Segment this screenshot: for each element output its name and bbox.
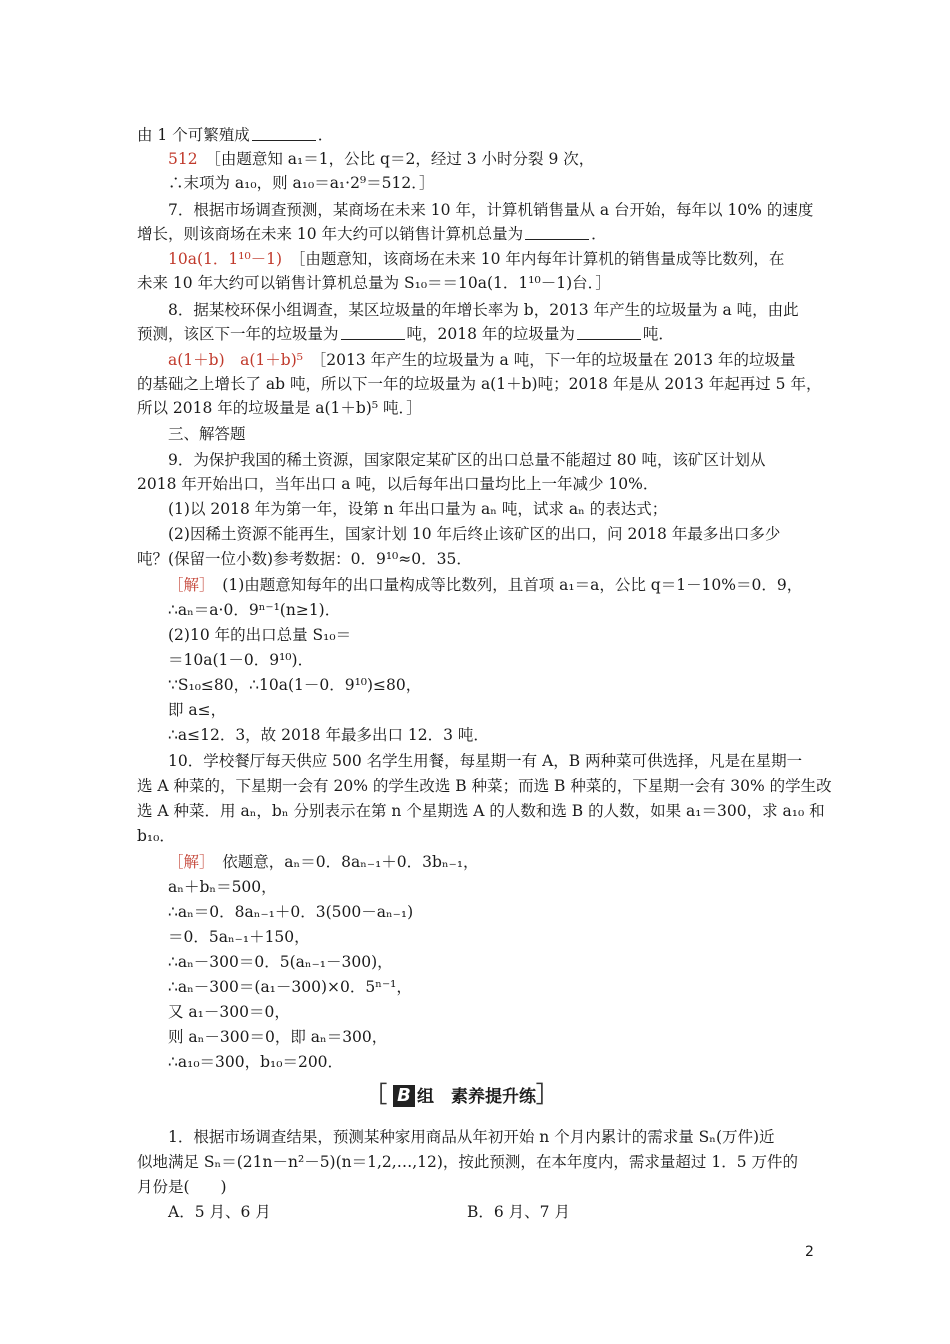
answer-blank — [525, 225, 589, 240]
text-line: 选 A 种菜．用 aₙ，bₙ 分别表示在第 n 个星期选 A 的人数和选 B 的人数，如果 a₁＝300，求 a₁₀ 和 — [137, 802, 825, 820]
heading-left-bracket: ［ — [365, 1083, 388, 1108]
text-line: 2018 年开始出口，当年出口 a 吨，以后每年出口量均比上一年减少 10%． — [137, 475, 659, 493]
text-line: ∴末项为 a₁₀，则 a₁₀＝a₁·2⁹＝512．］ — [168, 174, 435, 192]
text-line: ∴a₁₀＝300，b₁₀＝200． — [168, 1053, 344, 1071]
answer-blank — [252, 126, 316, 141]
text-line: ∴aₙ＝0．8aₙ₋₁＋0．3(500－aₙ₋₁) — [168, 903, 414, 921]
text-line: 吨？(保留一位小数)参考数据：0．9¹⁰≈0．35． — [137, 550, 472, 568]
text-line: ∴aₙ＝a·0．9ⁿ⁻¹(n≥1)． — [168, 601, 341, 619]
answer-value: a(1＋b) — [168, 351, 225, 369]
text-line: ＝10a(1－0．9¹⁰)． — [168, 651, 314, 669]
problem-7: 7．根据市场调查预测，某商场在未来 10 年，计算机销售量从 a 台开始，每年以 10% 的速度 — [168, 201, 814, 219]
text-line: ∴a≤12．3，故 2018 年最多出口 12．3 吨． — [168, 726, 489, 744]
option-b: B．6 月、7 月 — [467, 1203, 570, 1221]
text-line: 预测，该区下一年的垃圾量为 吨，2018 年的垃圾量为 吨． — [137, 325, 674, 343]
solution-label: ［解］ — [168, 576, 207, 594]
text-line: 即 a≤， — [168, 701, 227, 719]
answer-value: a(1＋b)⁵ — [240, 351, 303, 369]
text-line: ∵S₁₀≤80，∴10a(1－0．9¹⁰)≤80， — [168, 676, 422, 694]
text-line: (2)10 年的出口总量 S₁₀＝ — [168, 626, 352, 644]
answer-value: 512 — [168, 150, 198, 168]
text-line: 所以 2018 年的垃圾量是 a(1＋b)⁵ 吨．］ — [137, 399, 422, 417]
text-line: 增长，则该商场在未来 10 年大约可以销售计算机总量为 ． — [137, 225, 607, 243]
option-a: A．5 月、6 月 — [168, 1203, 271, 1221]
text-line: 又 a₁－300＝0， — [168, 1003, 290, 1021]
page-number: 2 — [805, 1244, 814, 1260]
text-line: (2)因稀土资源不能再生，国家计划 10 年后终止该矿区的出口，问 2018 年最多出口多少 — [168, 525, 781, 543]
answer-line: 512 ［由题意知 a₁＝1，公比 q＝2，经过 3 小时分裂 9 次， — [168, 150, 595, 168]
text-line: 的基础之上增长了 ab 吨，所以下一年的垃圾量为 a(1＋b)吨；2018 年是从 2013 年起再过 5 年， — [137, 375, 822, 393]
text-line: 由 1 个可繁殖成 ． — [137, 126, 334, 144]
answer-line: 10a(1．1¹⁰－1) ［由题意知，该商场在未来 10 年内每年计算机的销售量成等比数列，在 — [168, 250, 785, 268]
text-line: 未来 10 年大约可以销售计算机总量为 S₁₀＝＝10a(1．1¹⁰－1)台．］ — [137, 274, 611, 292]
section-title: 三、解答题 — [168, 425, 246, 443]
text-line: ＝0．5aₙ₋₁＋150， — [168, 928, 310, 946]
text-line: 似地满足 Sₙ＝(21n－n²－5)(n＝1,2,…,12)，按此预测，在本年度内，需求量超过 1．5 万件的 — [137, 1153, 798, 1171]
text-line: b₁₀． — [137, 827, 175, 845]
text-line: 选 A 种菜的，下星期一会有 20% 的学生改选 B 种菜；而选 B 种菜的，下星期一会有 30% 的学生改 — [137, 777, 832, 795]
answer-blank — [577, 325, 641, 340]
group-badge: B — [393, 1085, 415, 1107]
text-line: aₙ＋bₙ＝500， — [168, 878, 277, 896]
solution-line: ［解］ 依题意，aₙ＝0．8aₙ₋₁＋0．3bₙ₋₁， — [168, 853, 479, 871]
text-line: ∴aₙ－300＝0．5(aₙ₋₁－300)， — [168, 953, 393, 971]
solution-line: ［解］ (1)由题意知每年的出口量构成等比数列，且首项 a₁＝a，公比 q＝1－10%＝0．9， — [168, 576, 803, 594]
answer-blank — [341, 325, 405, 340]
problem-b1: 1．根据市场调查结果，预测某种家用商品从年初开始 n 个月内累计的需求量 Sₙ(万件)近 — [168, 1128, 775, 1146]
section-heading-b — [365, 1081, 605, 1111]
problem-10: 10．学校餐厅每天供应 500 名学生用餐，每星期一有 A，B 两种菜可供选择，凡是在星期一 — [168, 752, 803, 770]
heading-text: 组 素养提升练 — [417, 1087, 537, 1107]
answer-value: 10a(1．1¹⁰－1) — [168, 250, 283, 268]
text-line: 月份是( ) — [137, 1178, 227, 1196]
answer-line: a(1＋b) a(1＋b)⁵ ［2013 年产生的垃圾量为 a 吨，下一年的垃圾量在 2013 年的垃圾量 — [168, 351, 796, 369]
text-line: (1)以 2018 年为第一年，设第 n 年出口量为 aₙ 吨，试求 aₙ 的表达式； — [168, 500, 668, 518]
text-line: 则 aₙ－300＝0，即 aₙ＝300， — [168, 1028, 388, 1046]
text-line: ∴aₙ－300＝(a₁－300)×0．5ⁿ⁻¹， — [168, 978, 412, 996]
solution-label: ［解］ — [168, 853, 207, 871]
heading-right-bracket: ］ — [536, 1083, 559, 1108]
problem-9: 9．为保护我国的稀土资源，国家限定某矿区的出口总量不能超过 80 吨，该矿区计划从 — [168, 451, 766, 469]
problem-8: 8．据某校环保小组调查，某区垃圾量的年增长率为 b，2013 年产生的垃圾量为 a 吨，由此 — [168, 301, 799, 319]
